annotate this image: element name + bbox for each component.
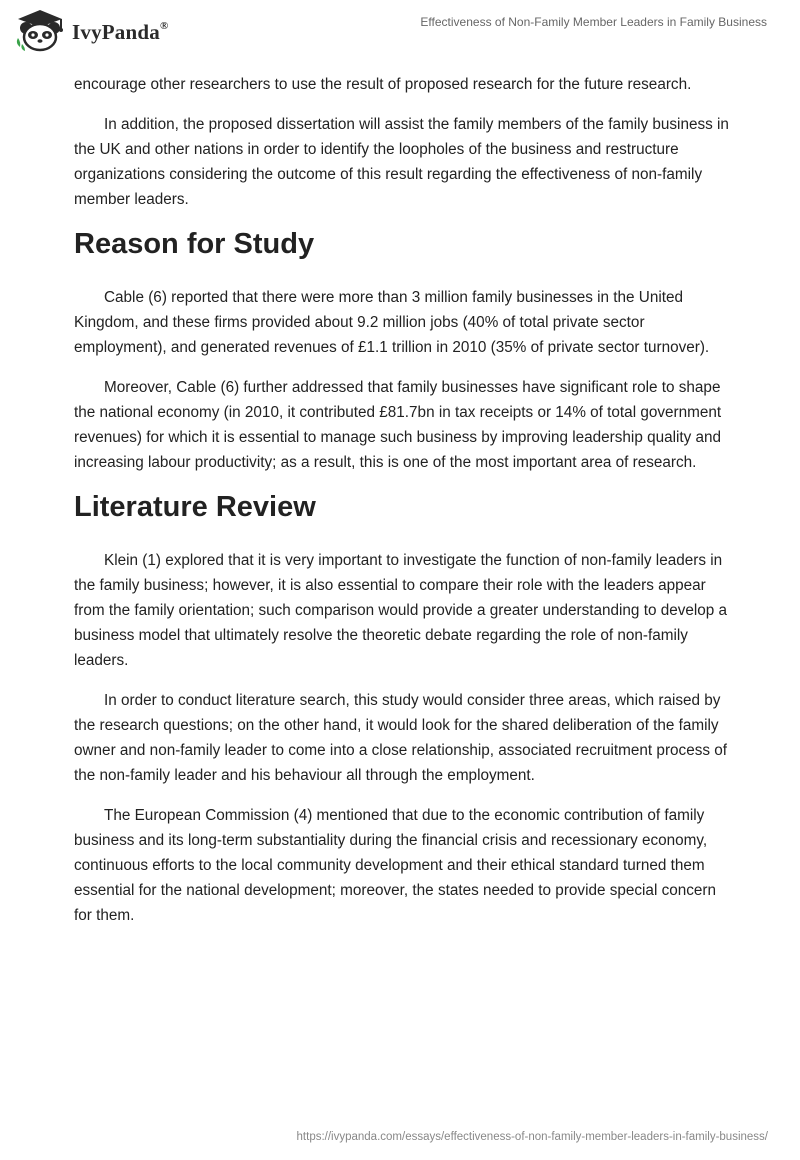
paragraph: Moreover, Cable (6) further addressed that family businesses have significant role to shape the national economy (in 2010, it contributed £81.7bn in tax receipts or 14% of total government revenues) for which it is essential to manage such business by improving leadership quality and increasing labour productivity; as a result, this is one of the most important area of research. — [74, 379, 722, 471]
paragraph: Cable (6) reported that there were more than 3 million family businesses in the United Kingdom, and these firms provided about 9.2 million jobs (40% of total private sector employment), and generated revenues of £1.1 trillion in 2010 (35% of private sector turnover). — [74, 289, 710, 356]
brand-name — [72, 20, 168, 45]
paragraph-continued: encourage other researchers to use the result of proposed research for the future research. — [74, 76, 692, 93]
essay-content — [74, 72, 734, 943]
panda-graduation-cap-icon — [14, 8, 66, 52]
section-heading-literature-review: Literature Review — [74, 491, 316, 523]
paragraph: Klein (1) explored that it is very important to investigate the function of non-family leaders in the family business; however, it is also essential to compare their role with the leaders appear from the family orientation; such comparison would provide a greater understanding to develop a business model that ultimately resolve the theoretic debate regarding the role of non-family leaders. — [74, 552, 728, 669]
source-url[interactable]: https://ivypanda.com/essays/effectiveness-of-non-family-member-leaders-in-family-business/ — [296, 1131, 768, 1143]
ivypanda-logo[interactable] — [14, 8, 168, 52]
document-title: Effectiveness of Non-Family Member Leaders in Family Business — [420, 15, 767, 29]
paragraph: In order to conduct literature search, this study would consider three areas, which raised by the research questions; on the other hand, it would look for the shared deliberation of the family owner and non-family leader to come into a close relationship, associated recruitment process of the non-family leader and his behaviour all through the employment. — [74, 692, 728, 784]
registered-mark: ® — [159, 19, 169, 32]
brand-text: IvyPanda — [72, 19, 160, 44]
section-heading-reason-for-study: Reason for Study — [74, 228, 315, 260]
paragraph: In addition, the proposed dissertation will assist the family members of the family business in the UK and other nations in order to identify the loopholes of the business and restructure organizations considering the outcome of this result regarding the effectiveness of non-family member leaders. — [74, 116, 729, 208]
page-header — [0, 0, 800, 70]
paragraph: The European Commission (4) mentioned that due to the economic contribution of family business and its long-term substantiality during the financial crisis and recessionary economy, continuous efforts to the local community development and their ethical standard turned them essential for the national development; moreover, the states needed to provide special concern for them. — [74, 807, 717, 924]
